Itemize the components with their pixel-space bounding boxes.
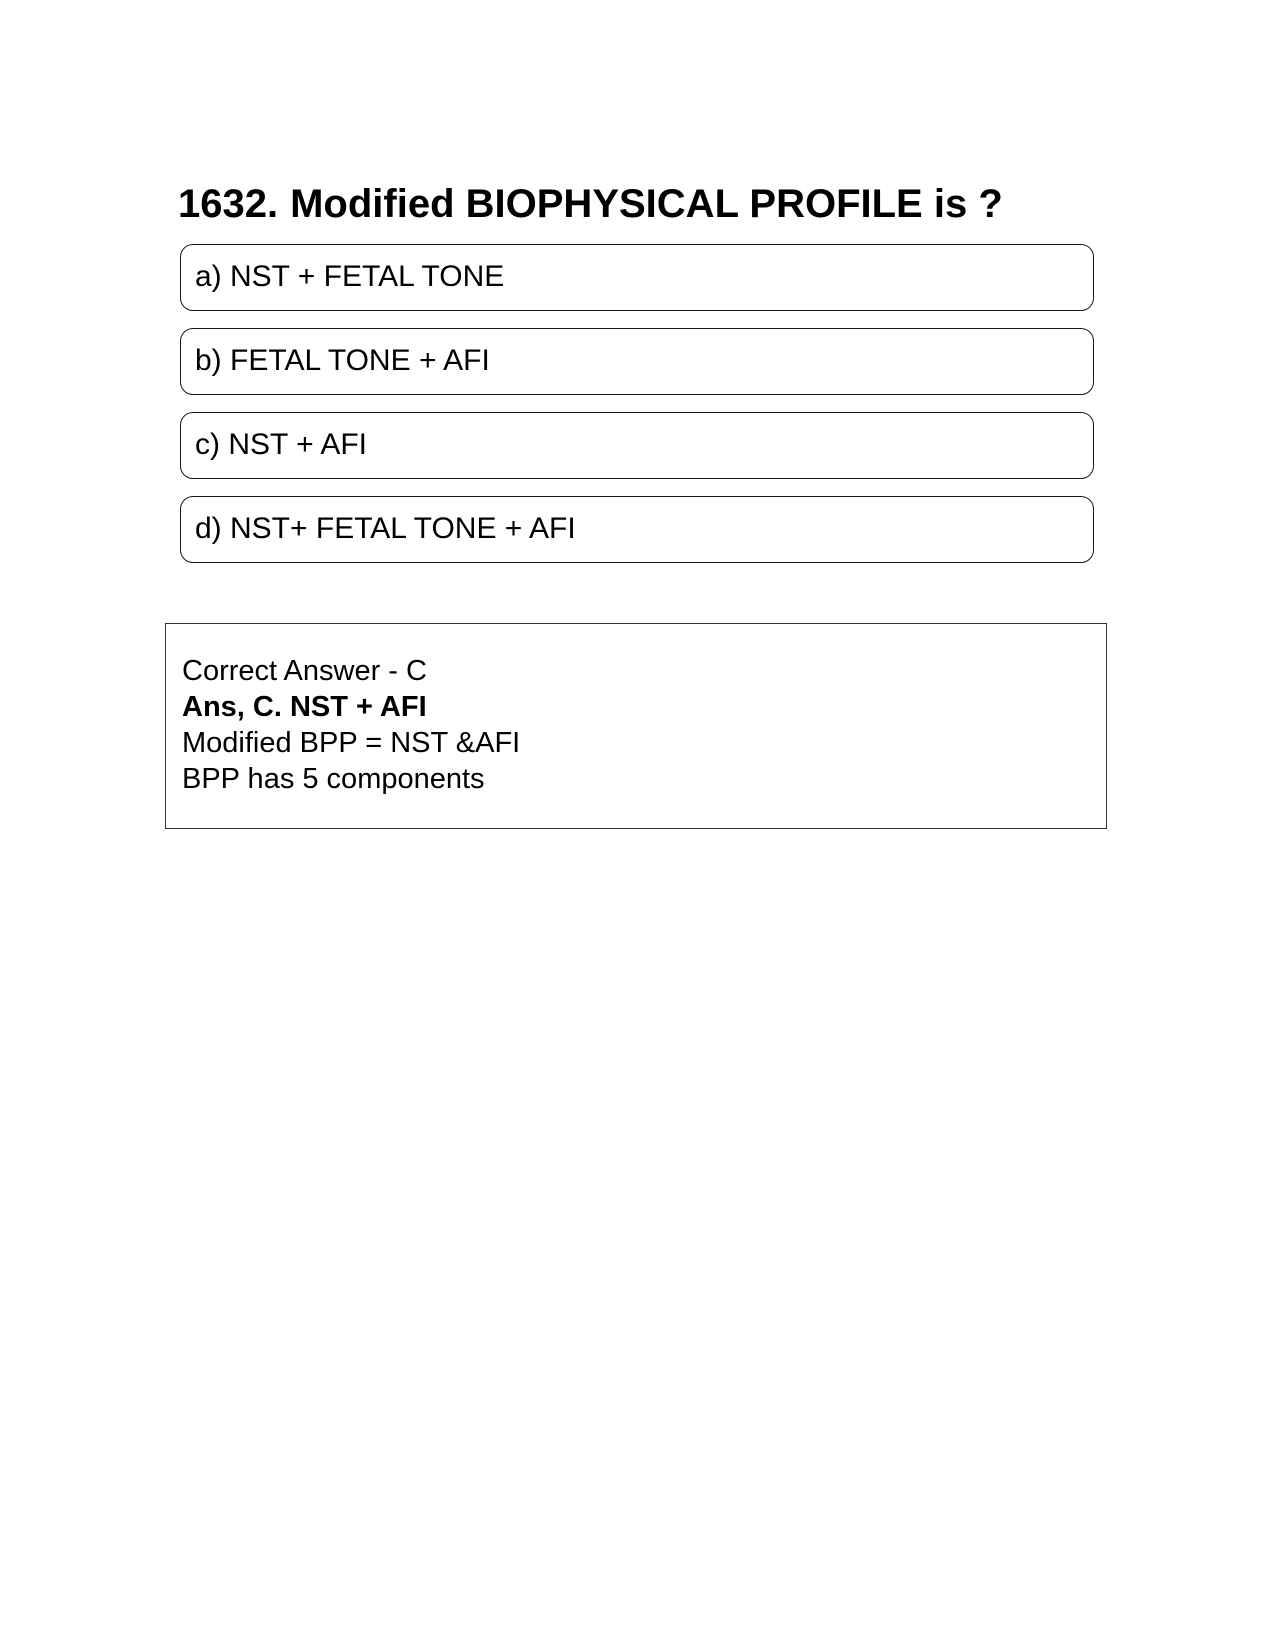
option-c[interactable]: c) NST + AFI — [180, 412, 1094, 479]
option-b[interactable]: b) FETAL TONE + AFI — [180, 328, 1094, 395]
option-a[interactable]: a) NST + FETAL TONE — [180, 244, 1094, 311]
option-d[interactable]: d) NST+ FETAL TONE + AFI — [180, 496, 1094, 563]
answer-heading: Ans, C. NST + AFI — [182, 691, 427, 723]
answer-box — [165, 623, 1107, 829]
explanation-line-1: Modified BPP = NST &AFI — [182, 727, 521, 759]
explanation-line-2: BPP has 5 components — [182, 763, 485, 795]
question-text: Modified BIOPHYSICAL PROFILE is ? — [290, 182, 1003, 226]
correct-answer: Correct Answer - C — [182, 655, 427, 687]
question-number: 1632. — [178, 182, 279, 226]
question-title — [178, 176, 1003, 232]
